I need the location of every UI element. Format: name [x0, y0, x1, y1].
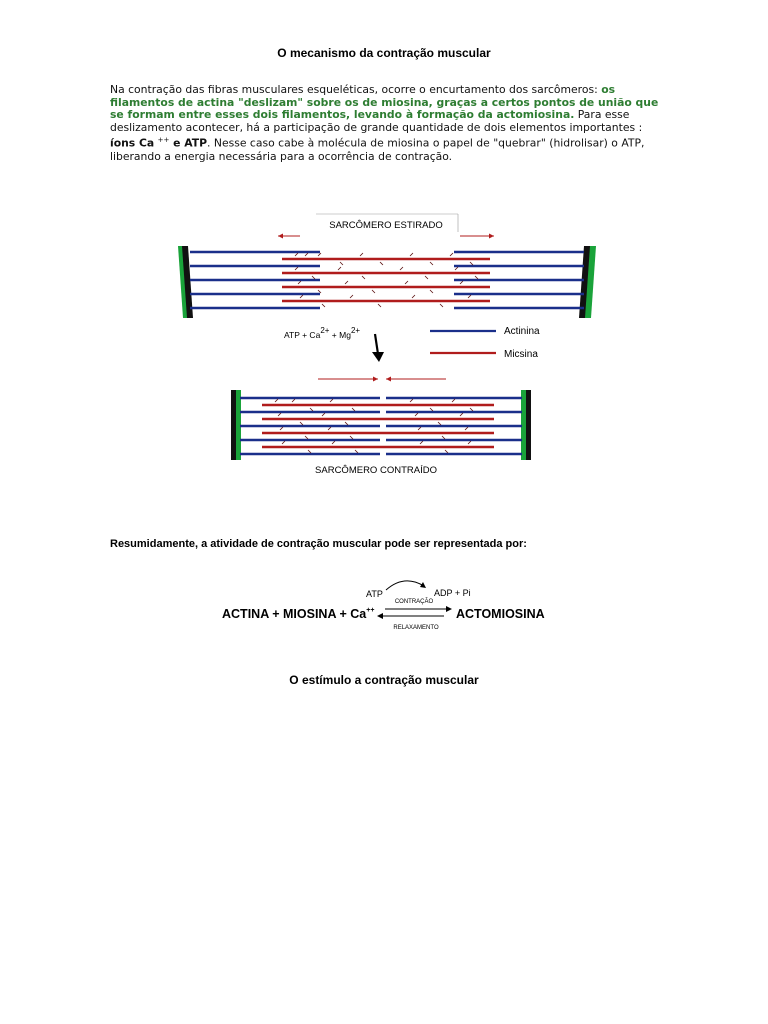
equation-forward-label: CONTRAÇÃO: [394, 599, 434, 605]
label-stretched: SARCÔMERO ESTIRADO: [329, 220, 443, 231]
section-heading: O estímulo a contração muscular: [289, 673, 479, 687]
paragraph-end: . Nesse caso cabe à molécula de miosina o papel de "quebrar" (hidrolisar) o ATP, liberando a energia necessária para a ocorrência de contração.: [110, 136, 645, 163]
paragraph-ions: íons Ca: [110, 136, 155, 150]
equation-backward-label: RELAXAMENTO: [393, 625, 439, 631]
paragraph-middle: Para esse deslizamento acontecer, há a participação de grande quantidade de dois elementos importantes :: [110, 108, 643, 134]
paragraph-highlight: os filamentos de actina "deslizam" sobre os de miosina, graças a certos pontos de união que se formam entre esses dois filamentos, levando à formação da actomiosina.: [110, 83, 659, 122]
paragraph-intro: Na contração das fibras musculares esqueléticas, ocorre o encurtamento dos sarcômeros:: [110, 83, 602, 96]
equation-product: ACTOMIOSINA: [456, 607, 545, 621]
equation-reactants: ACTINA + MIOSINA + Ca++: [222, 607, 375, 621]
stretched-actin-filaments: [190, 252, 584, 308]
contracted-sarcomere: [231, 377, 531, 477]
summary-text: Resumidamente, a atividade de contração muscular pode ser representada por:: [110, 538, 527, 550]
stretched-crossbridges: [295, 253, 478, 307]
diagram-legend: [430, 326, 540, 360]
legend-actin-label: Actinina: [504, 326, 540, 337]
down-arrow: [375, 334, 378, 354]
equation-atp: ATP: [366, 589, 383, 599]
reaction-text: ATP + Ca2+ + Mg2+: [284, 326, 361, 340]
page-title: O mecanismo da contração muscular: [277, 46, 491, 60]
paragraph-atp: e ATP: [169, 136, 208, 150]
stretched-sarcomere: [178, 214, 596, 318]
contracted-actin-filaments: [240, 398, 522, 454]
label-contracted: SARCÔMERO CONTRAÍDO: [315, 465, 437, 476]
equation-adp: ADP + Pi: [434, 588, 471, 598]
legend-myosin-label: Micsina: [504, 349, 538, 360]
equation-curved-arrow: [386, 581, 424, 590]
contraction-equation: [0, 570, 768, 650]
paragraph-superscript: ++: [157, 136, 170, 145]
